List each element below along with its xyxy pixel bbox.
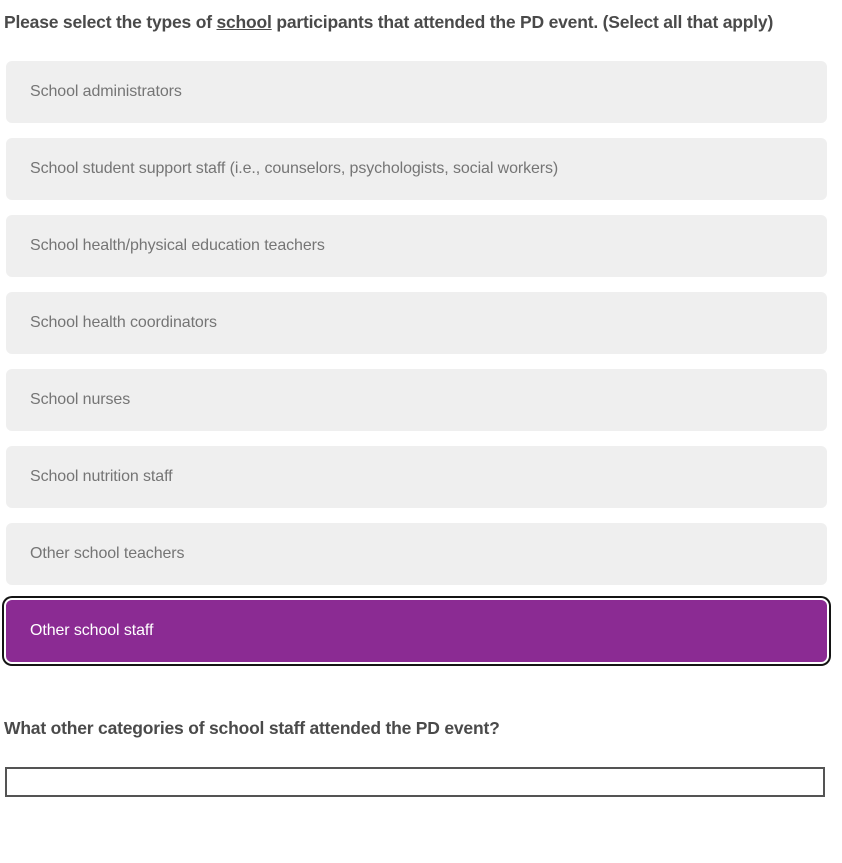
other-school-staff-text-input[interactable] — [5, 767, 825, 797]
option-label: School health/physical education teachers — [30, 237, 325, 254]
question2-title: What other categories of school staff attended the PD event? — [4, 718, 500, 738]
question1-title-underlined-word: school — [216, 12, 272, 32]
question1-title-part2: participants that attended the PD event. (Select all that apply) — [271, 12, 774, 32]
option-label: School nurses — [30, 391, 131, 408]
option-school-administrators[interactable] — [6, 61, 827, 123]
option-label: School nutrition staff — [30, 468, 173, 485]
question1-title-part1: Please select the types of — [4, 12, 217, 32]
option-other-school-staff[interactable] — [6, 600, 827, 662]
option-label: School administrators — [30, 83, 182, 100]
option-school-student-support-staff[interactable] — [6, 138, 827, 200]
option-school-nurses[interactable] — [6, 369, 827, 431]
option-school-health-physical-education-teachers[interactable] — [6, 215, 827, 277]
option-school-nutrition-staff[interactable] — [6, 446, 827, 508]
option-label: School student support staff (i.e., counselors, psychologists, social workers) — [30, 160, 559, 177]
option-other-school-teachers[interactable] — [6, 523, 827, 585]
option-school-health-coordinators[interactable] — [6, 292, 827, 354]
question1-title — [4, 7, 804, 38]
option-label: Other school staff — [30, 622, 154, 639]
question1-options-list — [0, 61, 842, 662]
option-label: Other school teachers — [30, 545, 185, 562]
option-label: School health coordinators — [30, 314, 217, 331]
